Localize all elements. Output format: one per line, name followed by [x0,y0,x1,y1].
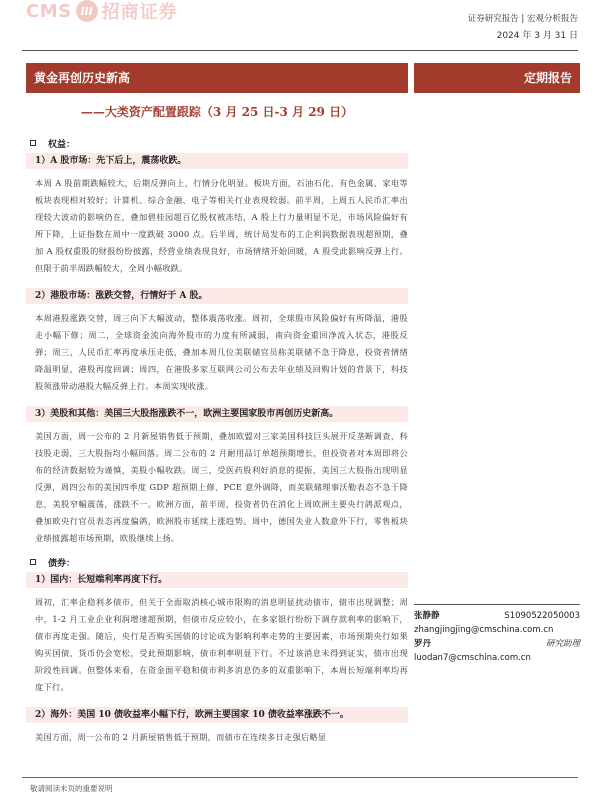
subsection-hk-share: 2）港股市场：涨跌交替，行情好于 A 股。 [26,288,408,304]
analyst-panel [414,604,580,665]
subsection-domestic-bond: 1）国内：长短端利率再度下行。 [26,572,408,588]
logo-mark-icon: III [76,0,98,22]
logo-latin: CMS [26,0,72,22]
subsection-a-share: 1）A 股市场：先下后上，震荡收跌。 [26,153,408,169]
footer-disclaimer: 敬请阅读末页的重要说明 [30,784,113,793]
paragraph-domestic-bond: 周初，汇率企稳利多债市，但关于全面取消核心城市限购的消息明显扰动债市，债市出现调整；周中，1-2 月工业企业利润增速超预期，但债市反应较小，在多家银行纷纷下调存款利率的影响下，债市再度走强。随后，央行是否购买国债的讨论成为影响利率走势的主要因素，市场预期央行如果购买国债，货币仍会宽松，受此预期影响，债市利率明显下行。不过该消息未得到证实，债市出现阶段性回调。但整体来看，在资金面平稳和债市利多消息仍多的双重影响下，本周长短端利率均再度下行。 [35,597,408,692]
main-content [26,136,408,746]
report-category: 证券研究报告 | 宏观分析报告 [467,14,578,24]
analyst-row [414,637,580,651]
section-heading-bond [26,555,408,569]
analyst-email[interactable]: luodan7@cmschina.com.cn [414,653,531,663]
section-heading-equity [26,136,408,150]
report-title: 黄金再创历史新高 [26,63,408,93]
paragraph-us-other: 美国方面，周一公布的 2 月新屋销售低于预期，叠加欧盟对三家美国科技巨头展开反垄断调查，科技股走弱，三大股指均小幅回落。周二公布的 2 月耐用品订单超预期增长，但投资者对本周即将公布的经济数据较为谨慎，美股小幅收跌。周三，受医药股利好消息的提振，美国三大股指出现明显反弹，周四公布的美国四季度 GDP 超预期上修、PCE 意外调降，而美联储理事沃勒表态不急于降息，美股窄幅震荡，涨跌不一。欧洲方面，前半周，投资者仍在消化上周欧洲主要央行鸽派观点，叠加欧央行官员表态再度偏鸽，欧洲股市延续上涨趋势。周中，德国失业人数意外下行，零售板块业绩披露超市场预期，欧股继续上扬。 [35,431,408,543]
analyst-row [414,609,580,623]
logo-chinese: 招商证券 [101,2,178,23]
report-type: 定期报告 [414,63,580,93]
paragraph-hk-share: 本周港股涨跌交替，周三向下大幅波动，整体震荡收涨。周初，全球股市风险偏好有所降温，港股走小幅下修；周二，全球资金流向海外股市的力度有所减弱，南向资金重回净流入状态，港股反弹；周三，人民币汇率再度承压走低，叠加本周几位美联储官员称美联储不急于降息，投资者情绪降温明显，港股再度回调；周四，在港股多家互联网公司公布去年业绩及回购计划的背景下，科技股领涨带动港股大幅反弹上行。本周实现收涨。 [35,313,408,391]
analyst-email[interactable]: zhangjingjing@cmschina.com.cn [414,625,554,635]
analyst-role: 研究助理 [545,639,580,649]
bullet-square-icon [30,559,36,565]
bullet-square-icon [30,140,36,146]
header-divider [22,50,578,51]
subsection-us-other: 3）美股和其他：美国三大股指涨跌不一，欧洲主要国家股市再创历史新高。 [26,406,408,422]
header-meta [468,12,578,41]
analyst-cert: S1090522050003 [504,611,580,621]
report-subtitle: ——大类资产配置跟踪（3 月 25 日-3 月 29 日） [80,105,354,119]
paragraph-overseas-bond: 美国方面，周一公布的 2 月新屋销售低于预期，而债市在连续多日走强后略显 [35,732,327,742]
footer-divider [22,777,578,778]
analyst-name: 张静静 [414,611,440,621]
report-date: 2024 年 3 月 31 日 [496,31,578,41]
analyst-divider [414,604,580,605]
brand-logo [26,0,178,22]
section-heading-text: 权益： [48,139,76,150]
analyst-name: 罗丹 [414,639,432,649]
section-heading-text: 债券： [48,558,76,569]
paragraph-a-share: 本周 A 股前期跌幅较大，后期反弹向上，行情分化明显。板块方面，石油石化、有色金属、家电等板块表现相对较好；计算机、综合金融、电子等相关行业表现较弱。前半周，上周五人民币汇率出现较大波动的影响仍在，叠加碧桂园超百亿股权被冻结，A 股上行力量明显不足，市场风险偏好有所下降，上证指数在周中一度跌破 3000 点。后半周，统计局发布的工企利润数据表现超预期，叠加 A 股权重股的财报纷纷披露，经营业绩表现良好，市场情绪开始回暖，A 股受此影响反弹上行。但限于前半周跌幅较大，全周小幅收跌。 [35,178,408,273]
subsection-overseas-bond: 2）海外：美国 10 债收益率小幅下行，欧洲主要国家 10 债收益率涨跌不一。 [26,707,408,723]
